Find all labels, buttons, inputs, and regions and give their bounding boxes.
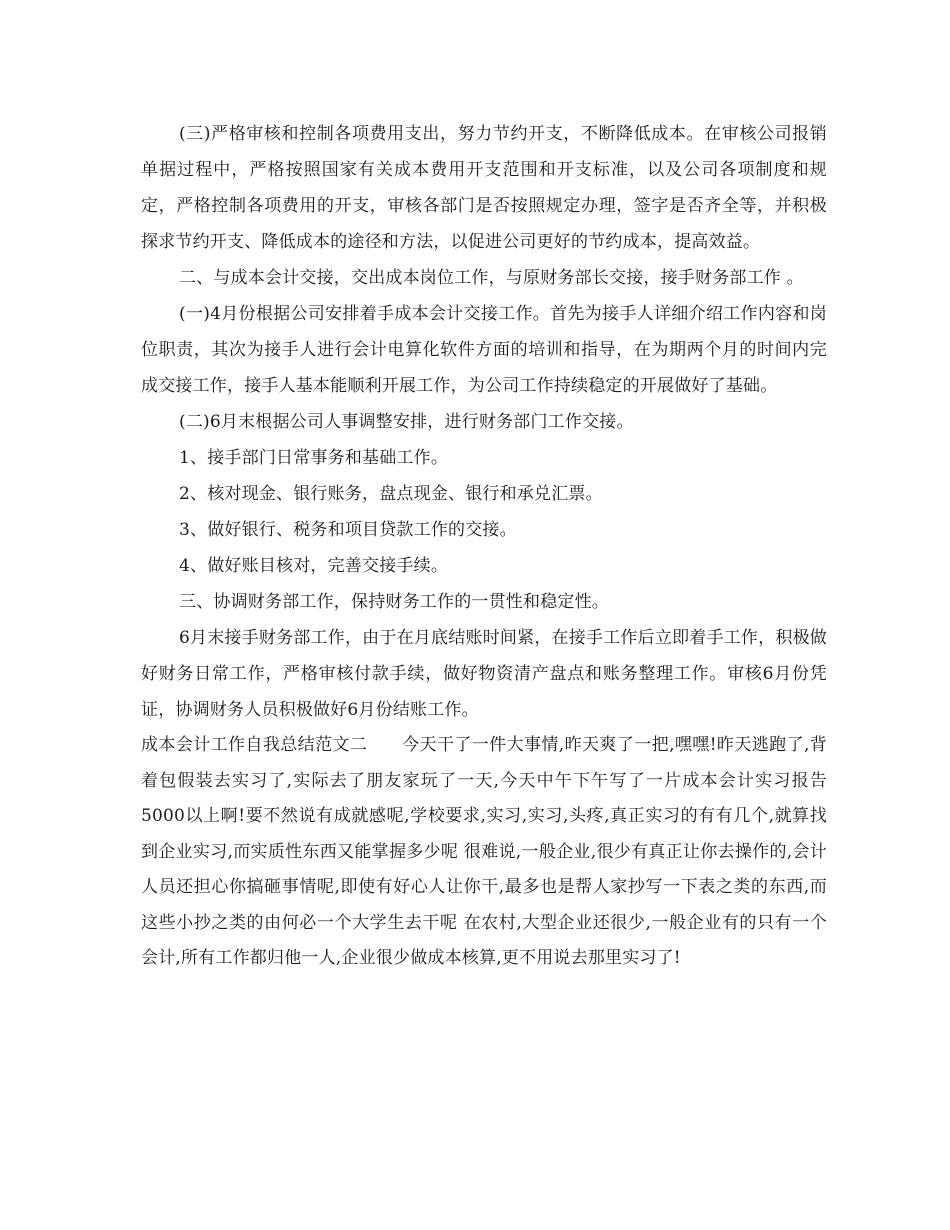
list-item-2: 2、核对现金、银行账务，盘点现金、银行和承兑汇票。 (179, 484, 603, 504)
paragraph-june-handover: (二)6月末根据公司人事调整安排，进行财务部门工作交接。 (179, 412, 634, 432)
list-item-4: 4、做好账目核对，完善交接手续。 (179, 556, 449, 576)
paragraph-cost-control: (三)严格审核和控制各项费用支出，努力节约开支，不断降低成本。在审核公司报销单据过程中，严格按照国家有关成本费用开支范围和开支标准，以及公司各项制度和规定，严格控制各项费用的开支，审核各部门是否按照规定办理，签字是否齐全等，并积极探求节约开支、降低成本的途径和方法，以促进公司更好的节约成本，提高效益。 (141, 124, 827, 252)
paragraph-april-handover: (一)4月份根据公司安排着手成本会计交接工作。首先为接手人详细介绍工作内容和岗位职责，其次为接手人进行会计电算化软件方面的培训和指导，在为期两个月的时间内完成交接工作，接手人基本能顺利开展工作，为公司工作持续稳定的开展做好了基础。 (141, 304, 827, 396)
paragraph-sample-two: 成本会计工作自我总结范文二 今天干了一件大事情,昨天爽了一把,嘿嘿!昨天逃跑了,背着包假装去实习了,实际去了朋友家玩了一天,今天中午下午写了一片成本会计实习报告5000以上啊!要不然说有成就感呢,学校要求,实习,实习,头疼,真正实习的有有几个,就算找到企业实习,而实质性东西又能掌握多少呢 很难说,一般企业,很少有真正让你去操作的,会计人员还担心你搞砸事情呢,即使有好心人让你干,最多也是帮人家抄写一下表之类的东西,而这些小抄之类的由何必一个大学生去干呢 在农村,大型企业还很少,一般企业有的只有一个会计,所有工作都归他一人,企业很少做成本核算,更不用说去那里实习了! (141, 735, 827, 968)
paragraph-june-takeover: 6月末接手财务部工作，由于在月底结账时间紧，在接手工作后立即着手工作，积极做好财务日常工作，严格审核付款手续，做好物资清产盘点和账务整理工作。审核6月份凭证，协调财务人员积极做好6月份结账工作。 (141, 628, 827, 720)
list-item-3: 3、做好银行、税务和项目贷款工作的交接。 (179, 520, 517, 540)
paragraph-coordination-heading: 三、协调财务部工作，保持财务工作的一贯性和稳定性。 (179, 592, 609, 612)
list-item-1: 1、接手部门日常事务和基础工作。 (179, 448, 449, 468)
paragraph-handover-heading: 二、与成本会计交接，交出成本岗位工作，与原财务部长交接，接手财务部工作 。 (179, 268, 804, 288)
document-body (141, 116, 827, 977)
